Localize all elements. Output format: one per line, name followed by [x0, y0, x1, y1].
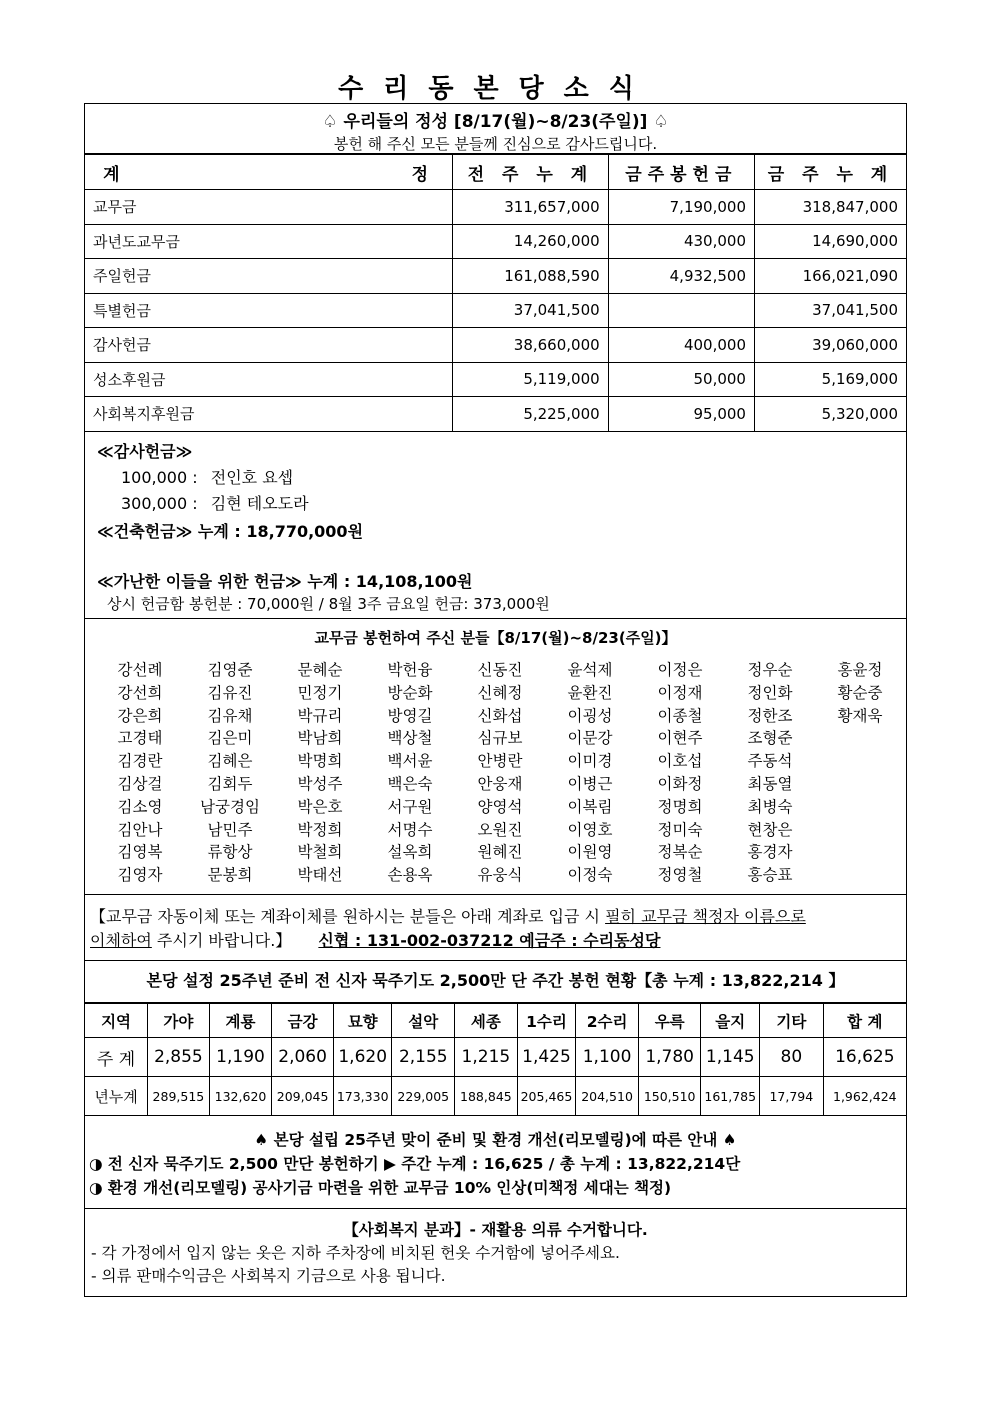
donor-name: 안웅재 — [477, 774, 523, 793]
finance-header-row — [85, 155, 906, 190]
prayer-col-header: 기타 — [760, 1004, 824, 1038]
donor-name: 김상걸 — [117, 774, 163, 793]
donor-name — [815, 773, 905, 796]
prayer-col-header: 우륵 — [638, 1004, 701, 1038]
prayer-year-value: 1,962,424 — [823, 1077, 906, 1116]
prayer-col-header: 1수리 — [517, 1004, 576, 1038]
donor-name: 손용옥 — [387, 866, 433, 885]
donor-name: 이원영 — [567, 843, 613, 862]
donor-name: 원혜진 — [477, 843, 523, 862]
prayer-col-header: 설악 — [392, 1004, 455, 1038]
donor-name: 김혜은 — [207, 752, 253, 771]
donor-name: 이호섭 — [657, 752, 703, 771]
offering-header — [85, 104, 906, 154]
donor-name: 이영호 — [567, 820, 613, 839]
row-total: 5,320,000 — [754, 397, 906, 432]
prayer-year-value: 205,465 — [517, 1077, 576, 1116]
donor-name: 박규리 — [297, 706, 343, 725]
donor-name: 김유채 — [207, 706, 253, 725]
donor-name: 홍승표 — [747, 866, 793, 885]
donor-name: 오원진 — [477, 820, 523, 839]
donor-name — [815, 727, 905, 750]
donor-name: 김은미 — [207, 729, 253, 748]
prayer-header-row — [85, 1004, 906, 1038]
thanks-donor: 전인호 요셉 — [210, 468, 294, 487]
prayer-week-value: 2,855 — [148, 1038, 210, 1077]
prayer-col-header: 지역 — [85, 1004, 148, 1038]
prayer-col-header: 을지 — [701, 1004, 760, 1038]
row-prev: 14,260,000 — [453, 224, 608, 259]
donor-name: 남궁경임 — [200, 797, 260, 816]
donor-name: 강선희 — [117, 683, 163, 702]
prayer-col-header: 세종 — [455, 1004, 518, 1038]
donor-name: 서명수 — [387, 820, 433, 839]
donor-name: 이미경 — [567, 752, 613, 771]
prayer-week-row — [85, 1038, 906, 1077]
donor-name: 백서윤 — [387, 752, 433, 771]
donor-name — [815, 819, 905, 842]
donor-name: 홍윤정 — [837, 661, 883, 679]
row-total: 5,169,000 — [754, 362, 906, 397]
notice-title: ♠ 본당 설립 25주년 맞이 준비 및 환경 개선(리모델링)에 따른 안내 ♠ — [254, 1131, 737, 1149]
prayer-year-value: 132,620 — [209, 1077, 272, 1116]
thanks-amount: 100,000 : — [121, 468, 198, 487]
col-week: 금주봉헌금 — [608, 155, 754, 190]
row-name: 과년도교무금 — [85, 224, 453, 259]
row-prev: 311,657,000 — [453, 190, 608, 225]
prayer-row-label: 주 계 — [85, 1038, 148, 1077]
donor-name: 정영철 — [657, 866, 703, 885]
offering-subtitle: 봉헌 해 주신 모든 분들께 진심으로 감사드립니다. — [333, 135, 658, 153]
prayer-year-value: 289,515 — [148, 1077, 210, 1116]
building-title: ≪건축헌금≫ — [97, 522, 193, 541]
welfare-title: 【사회복지 분과】- 재활용 의류 수거합니다. — [343, 1221, 648, 1239]
bank-text-b-underline: 이체하여 — [90, 931, 152, 950]
thanks-entry — [121, 491, 309, 514]
donors-section — [85, 619, 906, 895]
row-week: 95,000 — [608, 397, 754, 432]
prayer-year-value: 150,510 — [638, 1077, 701, 1116]
donor-name: 김소영 — [117, 797, 163, 816]
donor-name — [815, 864, 905, 887]
prayer-week-value: 80 — [760, 1038, 824, 1077]
row-week: 4,932,500 — [608, 259, 754, 294]
donor-name — [815, 796, 905, 819]
prayer-year-value: 161,785 — [701, 1077, 760, 1116]
row-week: 50,000 — [608, 362, 754, 397]
donor-name: 박태선 — [297, 866, 343, 885]
donor-name: 박성주 — [297, 774, 343, 793]
prayer-col-header: 합 계 — [823, 1004, 906, 1038]
row-week: 7,190,000 — [608, 190, 754, 225]
row-prev: 5,119,000 — [453, 362, 608, 397]
donor-name: 이화정 — [657, 774, 703, 793]
donor-name: 박철희 — [297, 843, 343, 862]
donor-name: 윤석제 — [567, 661, 613, 679]
donor-name: 홍경자 — [747, 843, 793, 862]
bulletin-frame — [84, 103, 907, 1297]
row-total: 318,847,000 — [754, 190, 906, 225]
thanks-amount: 300,000 : — [121, 494, 198, 513]
table-row — [85, 224, 906, 259]
welfare-line: - 의류 판매수익금은 사회복지 기금으로 사용 됩니다. — [91, 1267, 446, 1285]
row-name: 주일헌금 — [85, 259, 453, 294]
donor-name: 윤환진 — [567, 683, 613, 702]
donor-name: 설옥희 — [387, 843, 433, 862]
prayer-week-value: 1,620 — [333, 1038, 392, 1077]
row-prev: 37,041,500 — [453, 293, 608, 328]
donor-name: 김영자 — [117, 866, 163, 885]
prayer-col-header: 2수리 — [576, 1004, 639, 1038]
row-week — [608, 293, 754, 328]
donor-name: 백은숙 — [387, 774, 433, 793]
prayer-table — [85, 1003, 906, 1116]
donor-name: 양영석 — [477, 797, 523, 816]
building-total: 누계 : 18,770,000원 — [192, 522, 364, 541]
row-week: 400,000 — [608, 328, 754, 363]
donor-name: 김영복 — [117, 843, 163, 862]
poor-title: ≪가난한 이들을 위한 헌금≫ — [97, 572, 302, 591]
donor-name: 정미숙 — [657, 820, 703, 839]
welfare-section — [85, 1209, 906, 1298]
prayer-week-value: 2,060 — [272, 1038, 334, 1077]
donor-name: 황재욱 — [837, 706, 883, 725]
bank-text-a: 【교무금 자동이체 또는 계좌이체를 원하시는 분들은 아래 계좌로 입금 시 — [90, 907, 606, 926]
prayer-week-value: 1,190 — [209, 1038, 272, 1077]
donor-name: 이복림 — [567, 797, 613, 816]
donor-name: 최동열 — [747, 774, 793, 793]
donor-name: 이정재 — [657, 683, 703, 702]
table-row — [85, 293, 906, 328]
poor-total: 누계 : 14,108,100원 — [301, 572, 473, 591]
prayer-year-value: 204,510 — [576, 1077, 639, 1116]
col-account: 계 정 — [85, 155, 453, 190]
donor-name: 민정기 — [297, 683, 343, 702]
donor-name: 김경란 — [117, 752, 163, 771]
col-total: 금 주 누 계 — [754, 155, 906, 190]
donor-name: 남민주 — [207, 820, 253, 839]
offerings-section — [85, 431, 906, 619]
donor-name: 주동석 — [747, 752, 793, 771]
row-prev: 161,088,590 — [453, 259, 608, 294]
prayer-week-value: 1,780 — [638, 1038, 701, 1077]
row-name: 사회복지후원금 — [85, 397, 453, 432]
thanks-donor: 김현 테오도라 — [210, 494, 309, 513]
row-name: 교무금 — [85, 190, 453, 225]
thanks-title: ≪감사헌금≫ — [97, 442, 193, 461]
donor-name: 황순중 — [837, 683, 883, 702]
donor-name: 서구원 — [387, 797, 433, 816]
donor-name: 문혜순 — [297, 661, 343, 679]
bank-account: 신협 : 131-002-037212 예금주 : 수리동성당 — [318, 931, 661, 950]
thanks-entry — [121, 465, 293, 488]
donor-name: 현창은 — [747, 820, 793, 839]
table-row — [85, 362, 906, 397]
table-row — [85, 259, 906, 294]
prayer-col-header: 묘향 — [333, 1004, 392, 1038]
prayer-year-value: 209,045 — [272, 1077, 334, 1116]
donor-name: 김영준 — [207, 661, 253, 679]
prayer-col-header: 가야 — [148, 1004, 210, 1038]
donor-name: 정한조 — [747, 706, 793, 725]
donor-name: 박헌융 — [387, 661, 433, 679]
prayer-row-label: 년누계 — [85, 1077, 148, 1116]
page-title: 수리동본당소식 — [338, 74, 654, 104]
donor-name: 신혜정 — [477, 683, 523, 702]
offering-title: ♤ 우리들의 정성 [8/17(월)~8/23(주일)] ♤ — [322, 112, 669, 132]
row-total: 166,021,090 — [754, 259, 906, 294]
table-row — [85, 328, 906, 363]
prayer-col-header: 금강 — [272, 1004, 334, 1038]
donor-name: 백상철 — [387, 729, 433, 748]
prayer-year-value: 173,330 — [333, 1077, 392, 1116]
donor-name: 안병란 — [477, 752, 523, 771]
donor-name: 박명희 — [297, 752, 343, 771]
col-prev-total: 전 주 누 계 — [453, 155, 608, 190]
finance-table — [85, 154, 906, 432]
donor-name: 고경태 — [117, 729, 163, 748]
donor-name: 박정희 — [297, 820, 343, 839]
donor-name: 이종철 — [657, 706, 703, 725]
bank-info — [85, 895, 906, 961]
notice-line: ◑ 환경 개선(리모델링) 공사기금 마련을 위한 교무금 10% 인상(미책정 세대는 책정) — [89, 1179, 672, 1197]
row-name: 감사헌금 — [85, 328, 453, 363]
welfare-line: - 각 가정에서 입지 않는 옷은 지하 주차장에 비치된 헌옷 수거함에 넣어주세요. — [91, 1244, 620, 1262]
prayer-col-header: 계룡 — [209, 1004, 272, 1038]
donor-name: 이문강 — [567, 729, 613, 748]
donor-name: 김회두 — [207, 774, 253, 793]
donors-title: 교무금 봉헌하여 주신 분들【8/17(월)~8/23(주일)】 — [314, 629, 677, 647]
donor-name: 신화섭 — [477, 706, 523, 725]
prayer-year-value: 17,794 — [760, 1077, 824, 1116]
notice-line: ◑ 전 신자 묵주기도 2,500 만단 봉헌하기 ▶ 주간 누계 : 16,625 / 총 누계 : 13,822,214단 — [89, 1155, 741, 1173]
donor-name: 강은희 — [117, 706, 163, 725]
row-prev: 5,225,000 — [453, 397, 608, 432]
donor-name: 방순화 — [387, 683, 433, 702]
prayer-week-value: 16,625 — [823, 1038, 906, 1077]
row-prev: 38,660,000 — [453, 328, 608, 363]
donor-name: 정우순 — [747, 661, 793, 679]
row-name: 성소후원금 — [85, 362, 453, 397]
donor-name: 류항상 — [207, 843, 253, 862]
table-row — [85, 190, 906, 225]
donor-name: 박남희 — [297, 729, 343, 748]
donor-name — [815, 841, 905, 864]
donor-name: 이병근 — [567, 774, 613, 793]
donor-name: 유웅식 — [477, 866, 523, 885]
prayer-week-value: 1,215 — [455, 1038, 518, 1077]
poor-detail: 상시 헌금함 봉헌분 : 70,000원 / 8월 3주 금요일 헌금: 373,000원 — [107, 595, 550, 613]
donor-name: 정인화 — [747, 683, 793, 702]
row-total: 37,041,500 — [754, 293, 906, 328]
donor-name: 정복순 — [657, 843, 703, 862]
row-total: 14,690,000 — [754, 224, 906, 259]
donor-name: 조형준 — [747, 729, 793, 748]
building-offering — [97, 519, 363, 542]
bank-text-b: 주시기 바랍니다.】 — [151, 931, 292, 950]
prayer-title: 본당 설정 25주년 준비 전 신자 묵주기도 2,500만 단 주간 봉헌 현황【총 누계 : 13,822,214 】 — [85, 961, 906, 1003]
donor-name: 신동진 — [477, 661, 523, 679]
donor-name: 박은호 — [297, 797, 343, 816]
prayer-week-value: 1,425 — [517, 1038, 576, 1077]
table-row — [85, 397, 906, 432]
donor-name: 최병숙 — [747, 797, 793, 816]
donor-name: 이굉성 — [567, 706, 613, 725]
row-name: 특별헌금 — [85, 293, 453, 328]
bank-text-a-underline: 필히 교무금 책정자 이름으로 — [605, 907, 806, 926]
notice-section — [85, 1112, 906, 1209]
prayer-week-value: 1,145 — [701, 1038, 760, 1077]
donor-name: 이정은 — [657, 661, 703, 679]
row-week: 430,000 — [608, 224, 754, 259]
donor-name: 이정숙 — [567, 866, 613, 885]
donor-name: 정명희 — [657, 797, 703, 816]
prayer-year-row — [85, 1077, 906, 1116]
prayer-week-value: 2,155 — [392, 1038, 455, 1077]
donor-name: 방영길 — [387, 706, 433, 725]
donor-name: 심규보 — [477, 729, 523, 748]
row-total: 39,060,000 — [754, 328, 906, 363]
donor-name: 김안나 — [117, 820, 163, 839]
donor-name: 강선례 — [117, 661, 163, 679]
prayer-year-value: 229,005 — [392, 1077, 455, 1116]
prayer-year-value: 188,845 — [455, 1077, 518, 1116]
donor-grid — [95, 659, 905, 887]
poor-offering — [97, 569, 472, 592]
donor-name: 이현주 — [657, 729, 703, 748]
donor-name: 문봉희 — [207, 866, 253, 885]
prayer-week-value: 1,100 — [576, 1038, 639, 1077]
donor-name — [815, 750, 905, 773]
donor-name: 김유진 — [207, 683, 253, 702]
